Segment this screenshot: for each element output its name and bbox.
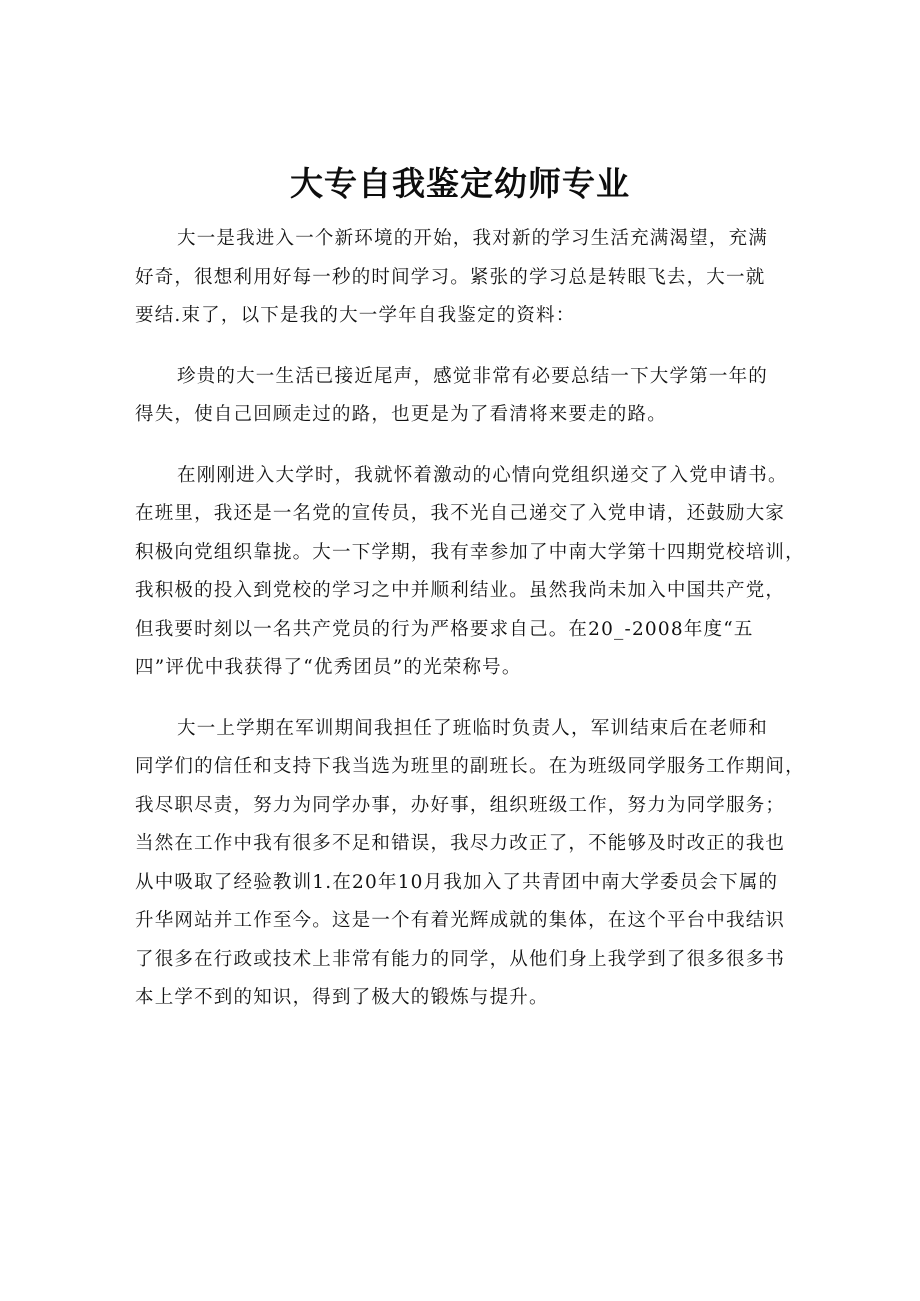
text-line: 我尽职尽责，努力为同学办事，办好事，组织班级工作，努力为同学服务； <box>135 794 786 816</box>
text-line: 珍贵的大一生活已接近尾声，感觉非常有必要总结一下大学第一年的 <box>177 365 769 387</box>
text-line: 大一是我进入一个新环境的开始，我对新的学习生活充满渴望，充满 <box>177 228 769 249</box>
text-line: 在刚刚进入大学时，我就怀着激动的心情向党组织递交了入党申请书。 <box>177 464 788 486</box>
text-line: 本上学不到的知识，得到了极大的锻炼与提升。 <box>135 987 549 1008</box>
text-line: 要结.束了，以下是我的大一学年自我鉴定的资料： <box>135 305 576 326</box>
paragraph-4 <box>135 710 805 1018</box>
text-line: 升华网站并工作至今。这是一个有着光辉成就的集体，在这个平台中我结识 <box>135 910 786 931</box>
text-line: 得失，使自己回顾走过的路，也更是为了看清将来要走的路。 <box>135 404 667 425</box>
text-line: 四”评优中我获得了“优秀团员”的光荣称号。 <box>135 657 522 678</box>
paragraph-1 <box>135 220 795 336</box>
text-line: 同学们的信任和支持下我当选为班里的副班长。在为班级同学服务工作期间， <box>135 756 805 777</box>
document-body <box>135 220 805 1040</box>
paragraph-3 <box>135 457 805 688</box>
text-line: 在班里，我还是一名党的宣传员，我不光自己递交了入党申请，还鼓励大家 <box>135 503 786 524</box>
text-line: 但我要时刻以一名共产党员的行为严格要求自己。在20_-2008年度“五 <box>135 618 754 640</box>
paragraph-2 <box>135 358 795 435</box>
text-line: 好奇，很想利用好每一秒的时间学习。紧张的学习总是转眼飞去，大一就 <box>135 266 766 288</box>
text-line: 大一上学期在军训期间我担任了班临时负责人，军训结束后在老师和 <box>177 717 769 739</box>
text-line: 从中吸取了经验教训1.在20年10月我加入了共青团中南大学委员会下属的 <box>135 871 779 893</box>
text-line: 了很多在行政或技术上非常有能力的同学，从他们身上我学到了很多很多书 <box>135 948 786 970</box>
text-line: 积极向党组织靠拢。大一下学期，我有幸参加了中南大学第十四期党校培训， <box>135 541 805 563</box>
document-title: 大专自我鉴定幼师专业 <box>290 164 630 203</box>
text-line: 我积极的投入到党校的学习之中并顺利结业。虽然我尚未加入中国共产党， <box>135 580 786 601</box>
text-line: 当然在工作中我有很多不足和错误，我尽力改正了，不能够及时改正的我也 <box>135 833 786 854</box>
